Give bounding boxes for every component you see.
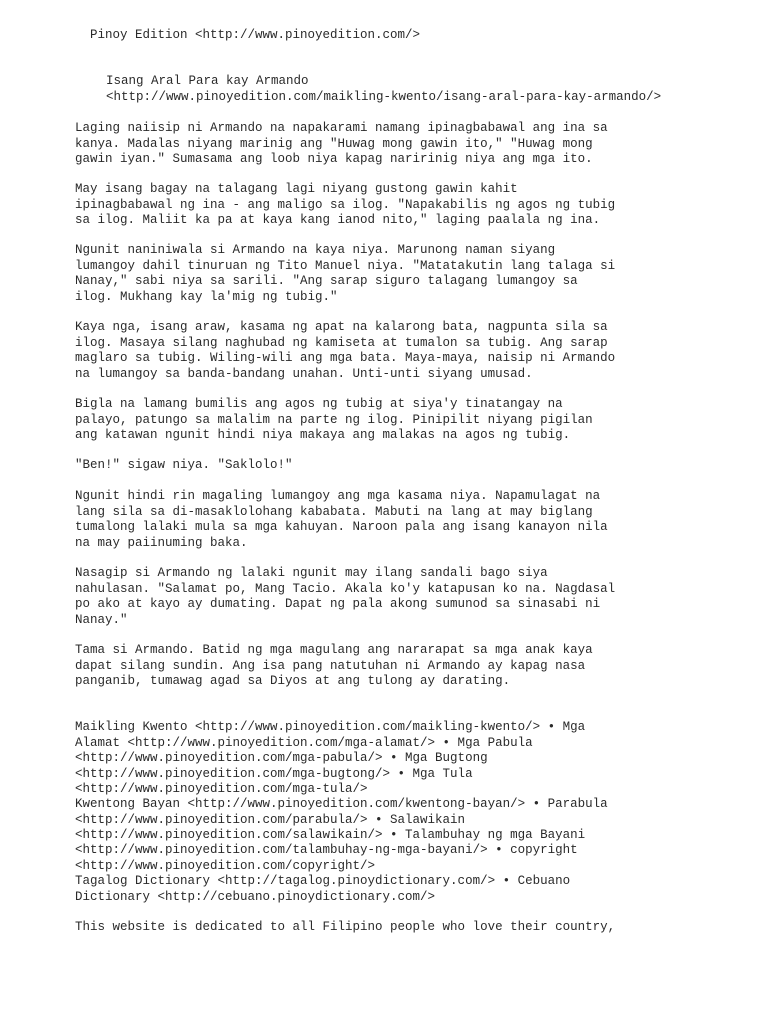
paragraph-line: dapat silang sundin. Ang isa pang natutuhan ni Armando ay kapag nasa [75,658,586,673]
paragraph-line: Laging naiisip ni Armando na napakarami namang ipinagbabawal ang ina sa [75,121,608,135]
paragraph-line: Tama si Armando. Batid ng mga magulang ang nararapat sa mga anak kaya [75,643,593,657]
paragraph-line: Kaya nga, isang araw, kasama ng apat na kalarong bata, nagpunta sila sa [75,320,608,334]
footer-nav-line[interactable]: <http://www.pinoyedition.com/salawikain/> • Talambuhay ng mga Bayani [75,828,586,842]
paragraph-line: gawin iyan." Sumasama ang loob niya kapag naririnig niya ang mga ito. [75,152,593,166]
footer-nav-line[interactable]: Alamat <http://www.pinoyedition.com/mga-alamat/> • Mga Pabula [75,735,533,750]
paragraph-line: Ngunit naniniwala si Armando na kaya niya. Marunong naman siyang [75,243,556,257]
site-header-line[interactable]: Pinoy Edition <http://www.pinoyedition.com/> [90,28,421,42]
paragraph-line: ilog. Mukhang kay la'mig ng tubig." [75,289,338,304]
paragraph-line: May isang bagay na talagang lagi niyang gustong gawin kahit [75,182,518,196]
paragraph-line: na lumangoy sa banda-bandang unahan. Unti-unti siyang umusad. [75,366,533,381]
paragraph-line: nahulasan. "Salamat po, Mang Tacio. Akala ko'y katapusan ko na. Nagdasal [75,581,616,596]
footer-nav-line[interactable]: Maikling Kwento <http://www.pinoyedition.com/maikling-kwento/> • Mga [75,720,586,734]
footer-nav-line[interactable]: <http://www.pinoyedition.com/mga-pabula/> • Mga Bugtong [75,751,488,765]
paragraph-line: "Ben!" sigaw niya. "Saklolo!" [75,458,293,472]
footer-nav-line[interactable]: Kwentong Bayan <http://www.pinoyedition.com/kwentong-bayan/> • Parabula [75,797,608,811]
footer-nav-line[interactable]: <http://www.pinoyedition.com/copyright/> [75,858,376,873]
paragraph-line: lang sila sa di-masaklolohang kababata. Mabuti na lang at may biglang [75,504,593,519]
paragraph-line: Nanay." [75,612,128,627]
paragraph-line: tumalong lalaki mula sa mga kahuyan. Naroon pala ang isang kanayon nila [75,520,608,534]
paragraph-line: sa ilog. Maliit ka pa at kaya kang ianod nito," laging paalala ng ina. [75,213,601,227]
paragraph-line: kanya. Madalas niyang marinig ang "Huwag mong gawin ito," "Huwag mong [75,136,593,151]
paragraph-line: Ngunit hindi rin magaling lumangoy ang mga kasama niya. Napamulagat na [75,489,601,503]
paragraph-line: na may paiinuming baka. [75,535,248,550]
paragraph-line: maglaro sa tubig. Wiling-wili ang mga bata. Maya-maya, naisip ni Armando [75,351,616,365]
footer-nav-line[interactable]: Dictionary <http://cebuano.pinoydictionary.com/> [75,889,436,904]
paragraph-line: Bigla na lamang bumilis ang agos ng tubig at siya'y tinatangay na [75,397,563,411]
paragraph-line: po ako at kayo ay dumating. Dapat ng pala akong sumunod sa sinasabi ni [75,597,601,611]
paragraph-line: palayo, patungo sa malalim na parte ng ilog. Pinipilit niyang pigilan [75,412,593,427]
paragraph-line: ipinagbabawal ng ina - ang maligo sa ilog. "Napakabilis ng agos ng tubig [75,197,616,212]
paragraph-line: Nasagip si Armando ng lalaki ngunit may ilang sandali bago siya [75,566,548,580]
paragraph-line: Nanay," sabi niya sa sarili. "Ang sarap siguro talagang lumangoy sa [75,274,578,288]
footer-nav-line[interactable]: <http://www.pinoyedition.com/parabula/> • Salawikain [75,812,466,827]
footer-nav-line[interactable]: <http://www.pinoyedition.com/mga-bugtong/> • Mga Tula [75,766,473,781]
paragraph-line: ang katawan ngunit hindi niya makaya ang malakas na agos ng tubig. [75,428,571,442]
article-url[interactable]: <http://www.pinoyedition.com/maikling-kwento/isang-aral-para-kay-armando/> [106,89,662,104]
footer-nav-line[interactable]: Tagalog Dictionary <http://tagalog.pinoydictionary.com/> • Cebuano [75,874,571,888]
paragraph-line: ilog. Masaya silang naghubad ng kamiseta at tumalon sa tubig. Ang sarap [75,335,608,350]
paragraph-line: panganib, tumawag agad sa Diyos at ang tulong ay darating. [75,674,511,688]
article-title[interactable]: Isang Aral Para kay Armando [106,74,309,88]
footer-nav-line[interactable]: <http://www.pinoyedition.com/mga-tula/> [75,782,368,796]
dedication-text: This website is dedicated to all Filipino people who love their country, [75,920,616,934]
footer-nav-line[interactable]: <http://www.pinoyedition.com/talambuhay-ng-mga-bayani/> • copyright [75,843,578,857]
paragraph-line: lumangoy dahil tinuruan ng Tito Manuel niya. "Matatakutin lang talaga si [75,258,616,273]
